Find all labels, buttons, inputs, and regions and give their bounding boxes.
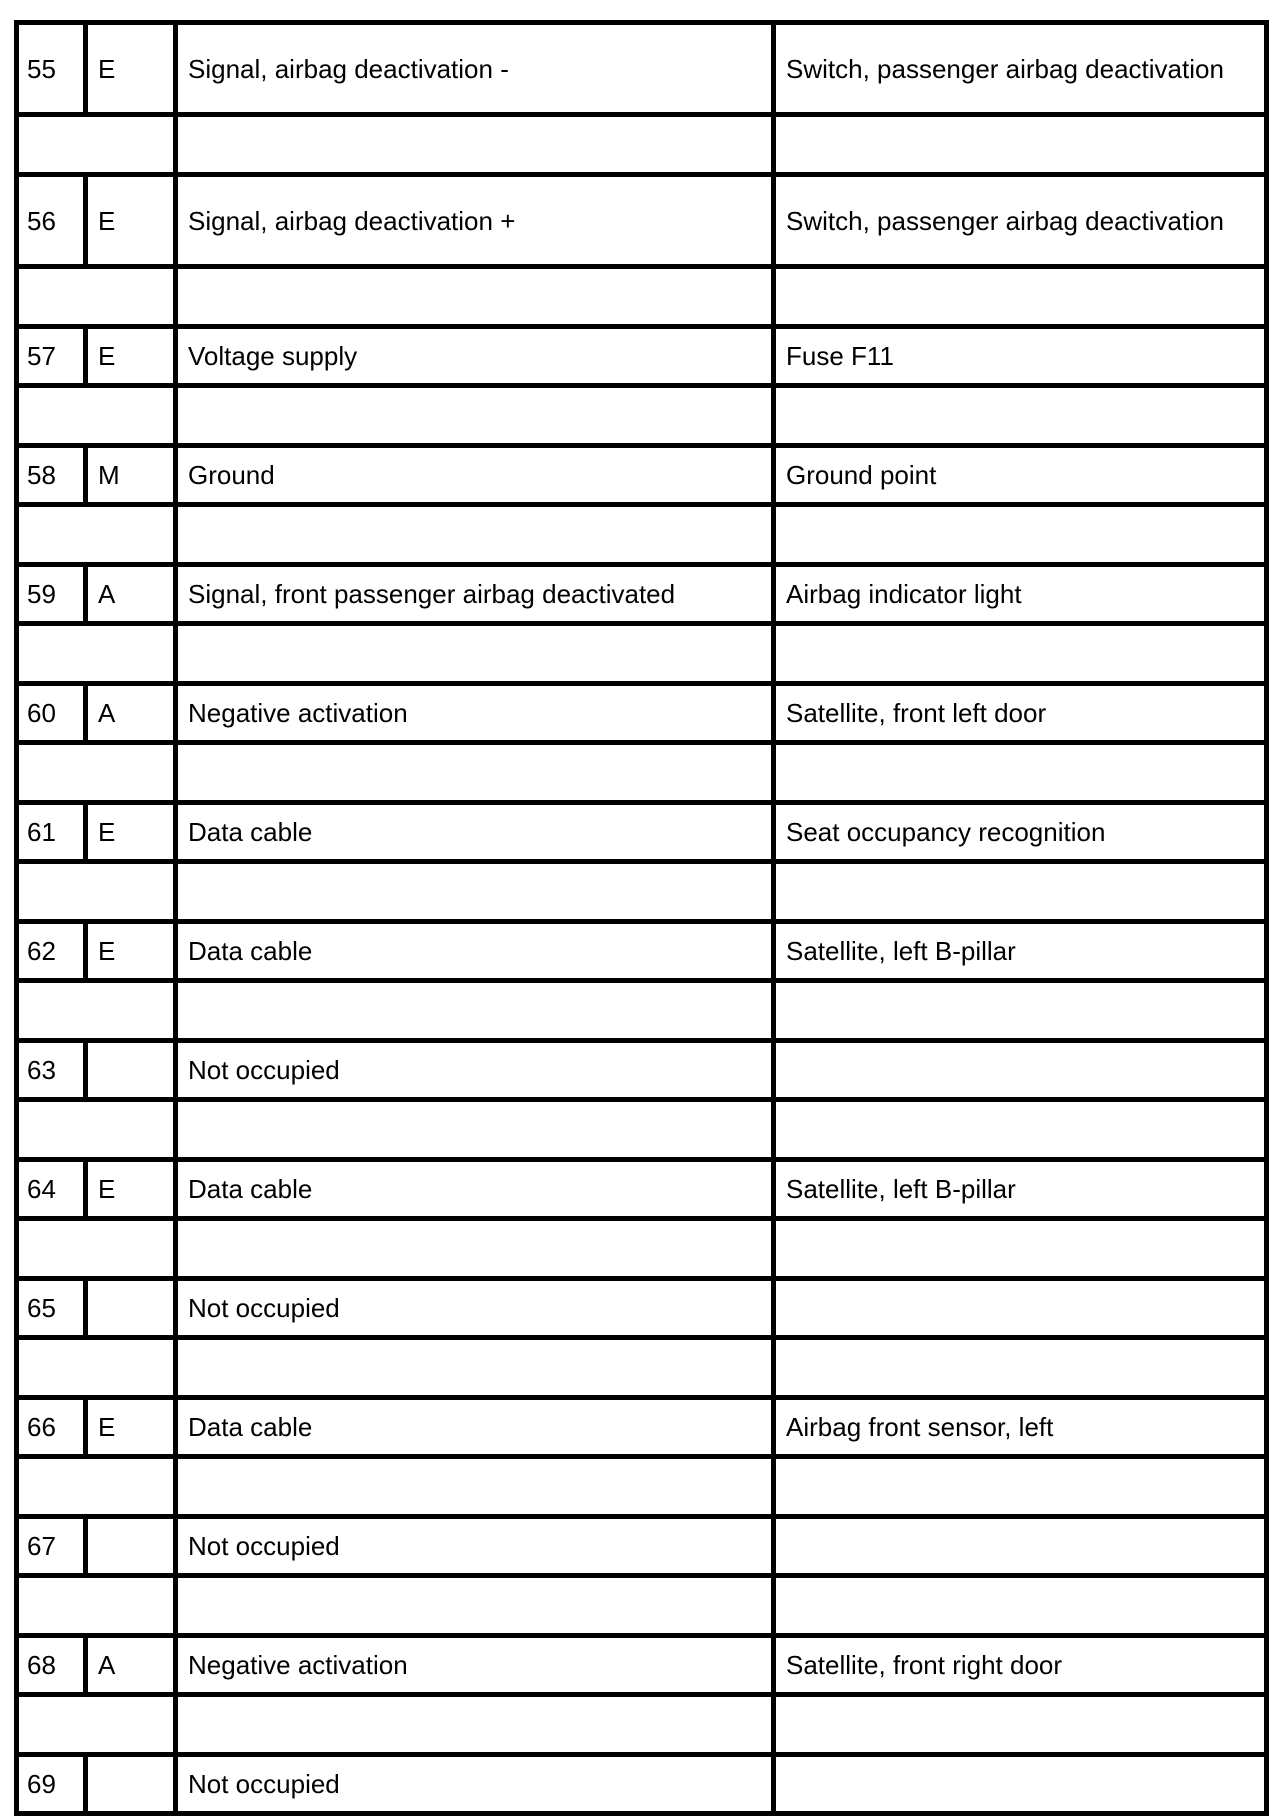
spacer-row: [17, 743, 1267, 803]
table-row: [17, 1160, 1267, 1219]
signal-type: M: [86, 446, 176, 505]
destination: Ground point: [774, 446, 1267, 505]
spacer-row: [17, 1457, 1267, 1517]
destination: [774, 1517, 1267, 1576]
destination: Satellite, front left door: [774, 684, 1267, 743]
spacer-row: [17, 981, 1267, 1041]
signal-description: Data cable: [176, 1398, 774, 1457]
signal-type: [86, 1279, 176, 1338]
signal-description: Voltage supply: [176, 327, 774, 386]
signal-description: Data cable: [176, 1160, 774, 1219]
signal-type: E: [86, 327, 176, 386]
signal-type: E: [86, 922, 176, 981]
table-row: [17, 684, 1267, 743]
spacer-row: [17, 1338, 1267, 1398]
table-row: [17, 446, 1267, 505]
signal-description: Not occupied: [176, 1041, 774, 1100]
signal-description: Signal, airbag deactivation -: [176, 23, 774, 115]
signal-type: E: [86, 1398, 176, 1457]
destination: [774, 1041, 1267, 1100]
spacer-row: [17, 1695, 1267, 1755]
pin-number: 57: [17, 327, 86, 386]
spacer-row: [17, 1576, 1267, 1636]
signal-description: Not occupied: [176, 1517, 774, 1576]
destination: Switch, passenger airbag deactivation: [774, 175, 1267, 267]
signal-type: [86, 1755, 176, 1814]
table-row: [17, 922, 1267, 981]
signal-type: [86, 1041, 176, 1100]
signal-type: A: [86, 565, 176, 624]
spacer-row: [17, 505, 1267, 565]
pin-number: 65: [17, 1279, 86, 1338]
pin-number: 63: [17, 1041, 86, 1100]
signal-description: Ground: [176, 446, 774, 505]
destination: Seat occupancy recognition: [774, 803, 1267, 862]
signal-type: E: [86, 175, 176, 267]
signal-description: Not occupied: [176, 1755, 774, 1814]
pin-number: 66: [17, 1398, 86, 1457]
destination: Fuse F11: [774, 327, 1267, 386]
destination: [774, 1279, 1267, 1338]
signal-description: Data cable: [176, 803, 774, 862]
destination: Switch, passenger airbag deactivation: [774, 23, 1267, 115]
pin-assignment-table: [14, 20, 1269, 1816]
spacer-row: [17, 1219, 1267, 1279]
destination: [774, 1755, 1267, 1814]
signal-description: Signal, airbag deactivation +: [176, 175, 774, 267]
signal-type: E: [86, 23, 176, 115]
destination: Satellite, left B-pillar: [774, 922, 1267, 981]
pin-number: 61: [17, 803, 86, 862]
table-row: [17, 565, 1267, 624]
signal-type: E: [86, 803, 176, 862]
pin-number: 59: [17, 565, 86, 624]
pin-table-body: [17, 23, 1267, 1814]
signal-type: [86, 1517, 176, 1576]
destination: Airbag front sensor, left: [774, 1398, 1267, 1457]
table-row: [17, 1636, 1267, 1695]
table-row: [17, 1517, 1267, 1576]
table-row: [17, 1279, 1267, 1338]
signal-description: Signal, front passenger airbag deactivated: [176, 565, 774, 624]
signal-type: A: [86, 684, 176, 743]
spacer-row: [17, 267, 1267, 327]
table-row: [17, 1755, 1267, 1814]
table-row: [17, 327, 1267, 386]
destination: Satellite, front right door: [774, 1636, 1267, 1695]
pin-number: 69: [17, 1755, 86, 1814]
pin-number: 56: [17, 175, 86, 267]
signal-description: Negative activation: [176, 1636, 774, 1695]
table-row: [17, 1041, 1267, 1100]
table-row: [17, 175, 1267, 267]
signal-description: Negative activation: [176, 684, 774, 743]
spacer-row: [17, 386, 1267, 446]
signal-description: Not occupied: [176, 1279, 774, 1338]
destination: Airbag indicator light: [774, 565, 1267, 624]
pin-number: 58: [17, 446, 86, 505]
table-row: [17, 1398, 1267, 1457]
destination: Satellite, left B-pillar: [774, 1160, 1267, 1219]
signal-type: E: [86, 1160, 176, 1219]
pin-number: 55: [17, 23, 86, 115]
pin-number: 67: [17, 1517, 86, 1576]
spacer-row: [17, 624, 1267, 684]
signal-type: A: [86, 1636, 176, 1695]
pin-number: 62: [17, 922, 86, 981]
table-row: [17, 23, 1267, 115]
spacer-row: [17, 1100, 1267, 1160]
table-row: [17, 803, 1267, 862]
signal-description: Data cable: [176, 922, 774, 981]
pin-number: 68: [17, 1636, 86, 1695]
spacer-row: [17, 115, 1267, 175]
pin-number: 60: [17, 684, 86, 743]
spacer-row: [17, 862, 1267, 922]
pin-number: 64: [17, 1160, 86, 1219]
